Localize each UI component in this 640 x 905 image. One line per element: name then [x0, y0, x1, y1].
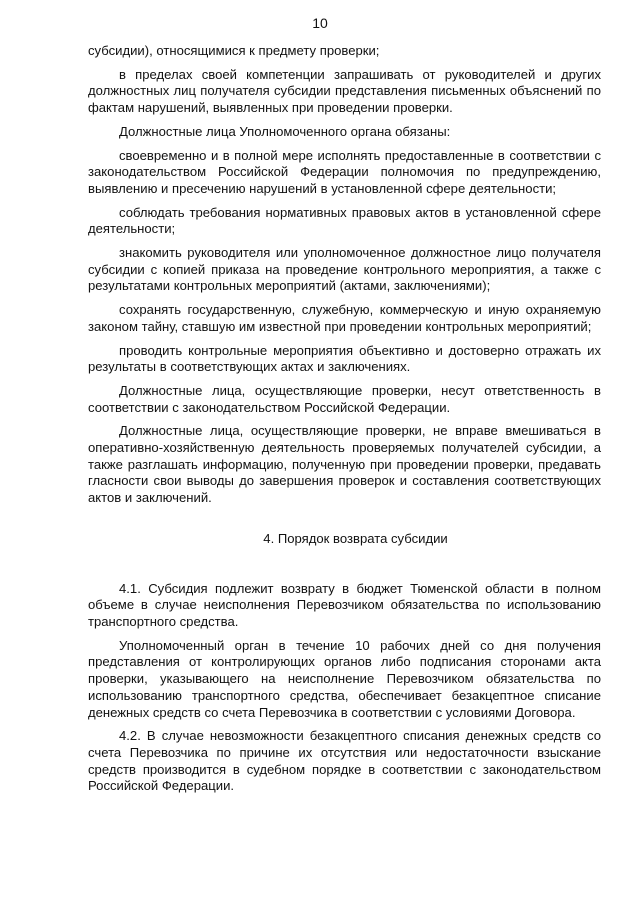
document-body [88, 43, 601, 802]
paragraph: 4.2. В случае невозможности безакцептного списания денежных средств со счета Перевозчика по причине их отсутствия или недостаточности взыскание средств производится в судебном порядке в соответствии с законодательством Российской Федерации. [88, 728, 601, 794]
paragraph: своевременно и в полной мере исполнять предоставленные в соответствии с законодательством Российской Федерации полномочия по предупреждению, выявлению и пресечению нарушений в установленной сфере деятельности; [88, 147, 601, 196]
paragraph: Должностные лица, осуществляющие проверки, несут ответственность в соответствии с законодательством Российской Федерации. [88, 382, 601, 415]
paragraph: 4.1. Субсидия подлежит возврату в бюджет Тюменской области в полном объеме в случае неисполнения Перевозчиком обязательства по использованию транспортного средства. [88, 580, 601, 629]
paragraph: соблюдать требования нормативных правовых актов в установленной сфере деятельности; [88, 204, 601, 237]
page-number: 10 [312, 15, 328, 31]
paragraph: Должностные лица, осуществляющие проверки, не вправе вмешиваться в оперативно-хозяйственную деятельность проверяемых получателей субсидии, а также разглашать информацию, полученную при проведении проверки, предавать гласности свои выводы до завершения проверок и составления соответствующих актов и заключений. [88, 423, 601, 506]
paragraph: Уполномоченный орган в течение 10 рабочих дней со дня получения представления от контролирующих органов либо подписания сторонами акта проверки, указывающего на неисполнение Перевозчиком обязательства по использованию транспортного средства, обеспечивает безакцептное списание денежных средств со счета Перевозчика в соответствии с условиями Договора. [88, 637, 601, 720]
paragraph: знакомить руководителя или уполномоченное должностное лицо получателя субсидии с копией приказа на проведение контрольного мероприятия, а также с результатами контрольных мероприятий (актами, заключениями); [88, 245, 601, 294]
section-heading: 4. Порядок возврата субсидии [263, 530, 448, 546]
paragraph: сохранять государственную, служебную, коммерческую и иную охраняемую законом тайну, ставшую им известной при проведении контрольных мероприятий; [88, 302, 601, 334]
paragraph: проводить контрольные мероприятия объективно и достоверно отражать их результаты в соответствующих актах и заключениях. [88, 342, 601, 375]
paragraph: субсидии), относящимися к предмету проверки; [88, 43, 380, 58]
paragraph: Должностные лица Уполномоченного органа обязаны: [119, 123, 451, 139]
paragraph: в пределах своей компетенции запрашивать от руководителей и других должностных лиц получателя субсидии представления письменных объяснений по фактам нарушений, выявленных при проведении проверки. [88, 66, 601, 116]
